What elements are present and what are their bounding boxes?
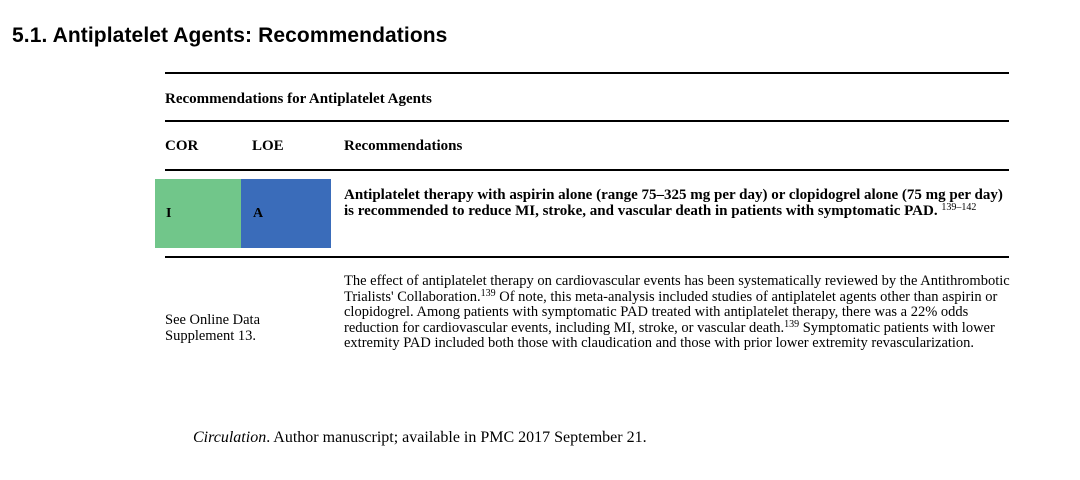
evidence-part-2: Of note, this meta-analysis included studies of antiplatelet agents other than aspirin or clopidogrel. Among patients with symptomatic PAD treated with antiplatelet therapy, there was a 22% odds reduction for cardiovascular events, including MI, stroke, or vascular death. xyxy=(344,288,998,336)
header-recommendations: Recommendations xyxy=(344,138,463,154)
supplement-line-1: See Online Data xyxy=(165,312,261,328)
recommendation-reference: 139–142 xyxy=(941,202,977,213)
cor-cell xyxy=(155,179,241,248)
data-supplement xyxy=(165,312,325,344)
evidence-part-3: Symptomatic patients with lower extremity PAD included both those with claudication and those with prior lower extremity revascularization. xyxy=(344,319,995,352)
evidence-ref-2: 139 xyxy=(784,318,800,330)
section-heading: 5.1. Antiplatelet Agents: Recommendations xyxy=(12,24,448,47)
page-footer xyxy=(193,429,647,447)
caption-rule xyxy=(165,120,1009,122)
cor-value: I xyxy=(166,206,172,221)
header-cor: COR xyxy=(165,138,199,154)
recommendation-text xyxy=(344,187,1009,219)
evidence-part-1: The effect of antiplatelet therapy on cardiovascular events has been systematically reviewed by the Antithrombotic Trialists' Collaboration. xyxy=(344,273,1010,305)
recommendation-body: Antiplatelet therapy with aspirin alone (range 75–325 mg per day) or clopidogrel alone (75 mg per day) is recommended to reduce MI, stroke, and vascular death in patients with symptomatic PAD. xyxy=(344,187,1003,219)
supportive-text xyxy=(344,274,1014,352)
supplement-line-2: Supplement 13. xyxy=(165,328,257,344)
loe-value: A xyxy=(253,206,264,221)
loe-cell xyxy=(241,179,331,248)
table-caption: Recommendations for Antiplatelet Agents xyxy=(165,91,432,107)
header-rule xyxy=(165,169,1009,171)
header-loe: LOE xyxy=(252,138,284,154)
journal-name: Circulation xyxy=(193,429,267,446)
row-rule xyxy=(165,256,1009,258)
footer-text: . Author manuscript; available in PMC 2017 September 21. xyxy=(266,429,647,446)
evidence-ref-1: 139 xyxy=(480,287,496,299)
table-top-rule xyxy=(165,72,1009,74)
